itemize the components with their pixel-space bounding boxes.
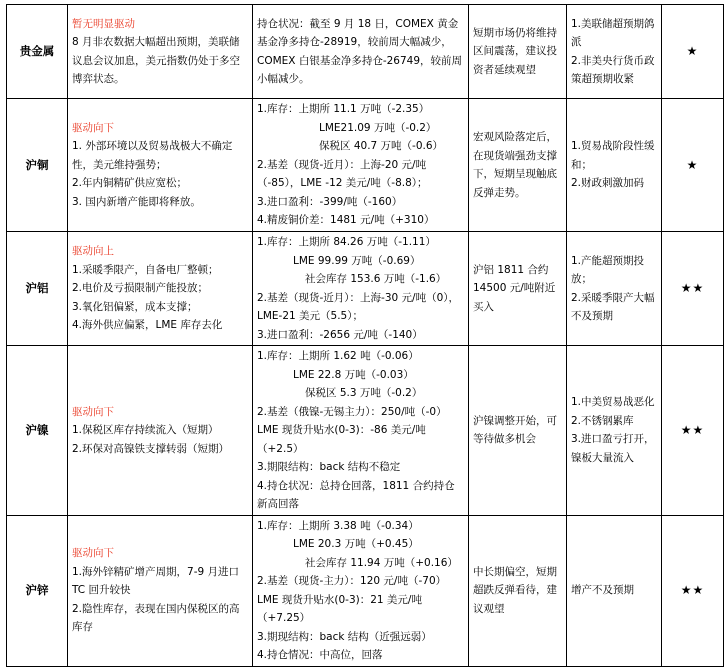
driver-item: 4.海外供应偏紧，LME 库存去化: [72, 319, 223, 332]
driver-cell: [68, 346, 253, 516]
driver-item: 2.环保对高镍铁支撑转弱（短期）: [72, 442, 230, 455]
data-item: 3.进口盈利：-399/吨（-160）: [257, 195, 403, 208]
data-cell: [253, 99, 469, 232]
data-item: 4.持仓状况：总持仓回落，1811 合约持仓新高回落: [257, 479, 455, 510]
risk-item: 2.采暖季限产大幅不及预期: [571, 291, 655, 322]
view-cell: 沪铝 1811 合约 14500 元/吨附近买入: [469, 232, 567, 346]
view-cell: 宏观风险落定后，在现货端强劲支撑下，短期呈现触底反弹走势。: [469, 99, 567, 232]
report-table-wrapper: [6, 4, 724, 667]
rating-stars: ★★: [662, 346, 724, 516]
data-item: 社会库存 11.94 万吨（+0.16）: [305, 556, 458, 569]
data-item: 4.持仓情况：中高位，回落: [257, 649, 383, 661]
data-cell: [253, 515, 469, 666]
risk-cell: [567, 99, 662, 232]
driver-direction: 驱动向下: [72, 405, 114, 418]
data-item: 2.基差（现货-主力）：120 元/吨（-70）: [257, 575, 447, 587]
data-item: 2.基差（俄镍-无锡主力）：250/吨（-0）: [257, 405, 447, 418]
data-cell: [253, 5, 469, 99]
risk-item: 1.产能超预期投放；: [571, 254, 645, 285]
data-item: 3.期现结构：back 结构（近强远弱）: [257, 630, 432, 643]
rating-stars: ★★: [662, 515, 724, 666]
rating-stars: ★★: [662, 232, 724, 346]
data-item: LME 22.8 万吨（-0.03）: [293, 368, 414, 381]
driver-cell: [68, 5, 253, 99]
data-item: 1.库存：上期所 84.26 万吨（-1.11）: [257, 236, 436, 248]
table-row: [7, 5, 724, 99]
data-item: 保税区 40.7 万吨（-0.6）: [319, 140, 444, 153]
metal-name: 沪铝: [7, 232, 68, 346]
metals-report-table: [6, 4, 724, 667]
view-cell: 沪镍调整开始，可等待做多机会: [469, 346, 567, 516]
risk-item: 1.贸易战阶段性缓和；: [571, 140, 655, 171]
data-item: 2.基差（现货-近月）：上海-30 元/吨（0），LME-21 美元（5.5）；: [257, 291, 460, 322]
table-row: [7, 515, 724, 666]
risk-item: 3.进口盈亏打开，镍板大量流入: [571, 433, 655, 464]
risk-cell: [567, 232, 662, 346]
driver-direction: 暂无明显驱动: [72, 17, 135, 30]
metal-name: 贵金属: [7, 5, 68, 99]
risk-item: 1.美联储超预期鸽派: [571, 17, 655, 48]
risk-item: 1.中美贸易战恶化: [571, 396, 655, 409]
data-item: 2.基差（现货-近月）：上海-20 元/吨（-85），LME -12 美元/吨（-8.8）；: [257, 158, 428, 190]
data-item: LME21.09 万吨（-0.2）: [319, 121, 437, 134]
driver-item: 1.采暖季限产，自备电厂整顿；: [72, 263, 219, 276]
table-row: [7, 99, 724, 232]
data-item: 1.库存：上期所 11.1 万吨（-2.35）: [257, 103, 430, 116]
driver-item: 1.海外锌精矿增产周期，7-9 月进口 TC 回升较快: [72, 565, 240, 597]
rating-stars: ★: [662, 5, 724, 99]
data-item: 3.进口盈利：-2656 元/吨（-140）: [257, 328, 423, 341]
data-item: 3.期限结构：back 结构不稳定: [257, 461, 401, 473]
driver-cell: [68, 99, 253, 232]
risk-item: 2.财政刺激加码: [571, 177, 645, 190]
metal-name: 沪铜: [7, 99, 68, 232]
data-item: 社会库存 153.6 万吨（-1.6）: [305, 273, 447, 285]
risk-cell: [567, 515, 662, 666]
metal-name: 沪镍: [7, 346, 68, 516]
driver-direction: 驱动向下: [72, 121, 114, 134]
data-item: 1.库存：上期所 3.38 吨（-0.34）: [257, 519, 419, 532]
table-row: [7, 232, 724, 346]
risk-cell: [567, 346, 662, 516]
driver-item: 8 月非农数据大幅超出预期，美联储议息会议加息，美元指数仍处于多空博弈状态。: [72, 36, 240, 85]
driver-item: 3.氧化铝偏紧，成本支撑；: [72, 300, 198, 313]
driver-cell: [68, 232, 253, 346]
driver-item: 2.电价及亏损限制产能投放；: [72, 282, 209, 295]
rating-stars: ★: [662, 99, 724, 232]
risk-cell: [567, 5, 662, 99]
data-cell: [253, 346, 469, 516]
data-item: 持仓状况：截至 9 月 18 日，COMEX 黄金基金净多持仓-28919，较前周大幅减少，COMEX 白银基金净多持仓-26749，较前周小幅减少。: [257, 17, 463, 85]
view-cell: 中长期偏空，短期超跌反弹看待，建议观望: [469, 515, 567, 666]
driver-item: 1. 外部环境以及贸易战极大不确定性，美元维持强势；: [72, 140, 233, 171]
data-item: 保税区 5.3 万吨（-0.2）: [305, 387, 423, 399]
driver-cell: [68, 515, 253, 666]
data-item: 4.精废铜价差：1481 元/吨（+310）: [257, 214, 435, 227]
data-item: LME 20.3 万吨（+0.45）: [293, 538, 419, 550]
risk-item: 增产不及预期: [571, 584, 634, 597]
driver-direction: 驱动向下: [72, 547, 114, 560]
data-item: 1.库存：上期所 1.62 吨（-0.06）: [257, 350, 419, 362]
data-item: LME 99.99 万吨（-0.69）: [293, 254, 421, 267]
data-cell: [253, 232, 469, 346]
data-item: LME 现货升贴水(0-3)：-86 美元/吨（+2.5）: [257, 424, 426, 455]
risk-item: 2.非美央行货币政策超预期收紧: [571, 54, 655, 85]
driver-item: 2.隐性库存，表现在国内保税区的高库存: [72, 602, 240, 634]
table-row: [7, 346, 724, 516]
driver-item: 2.年内铜精矿供应宽松；: [72, 177, 188, 190]
risk-item: 2.不锈钢累库: [571, 414, 634, 427]
view-cell: 短期市场仍将维持区间震荡，建议投资者延续观望: [469, 5, 567, 99]
driver-direction: 驱动向上: [72, 245, 114, 258]
driver-item: 3. 国内新增产能即将释放。: [72, 195, 201, 208]
metal-name: 沪锌: [7, 515, 68, 666]
data-item: LME 现货升贴水(0-3)：21 美元/吨（+7.25）: [257, 593, 422, 624]
driver-item: 1.保税区库存持续流入（短期）: [72, 424, 219, 436]
